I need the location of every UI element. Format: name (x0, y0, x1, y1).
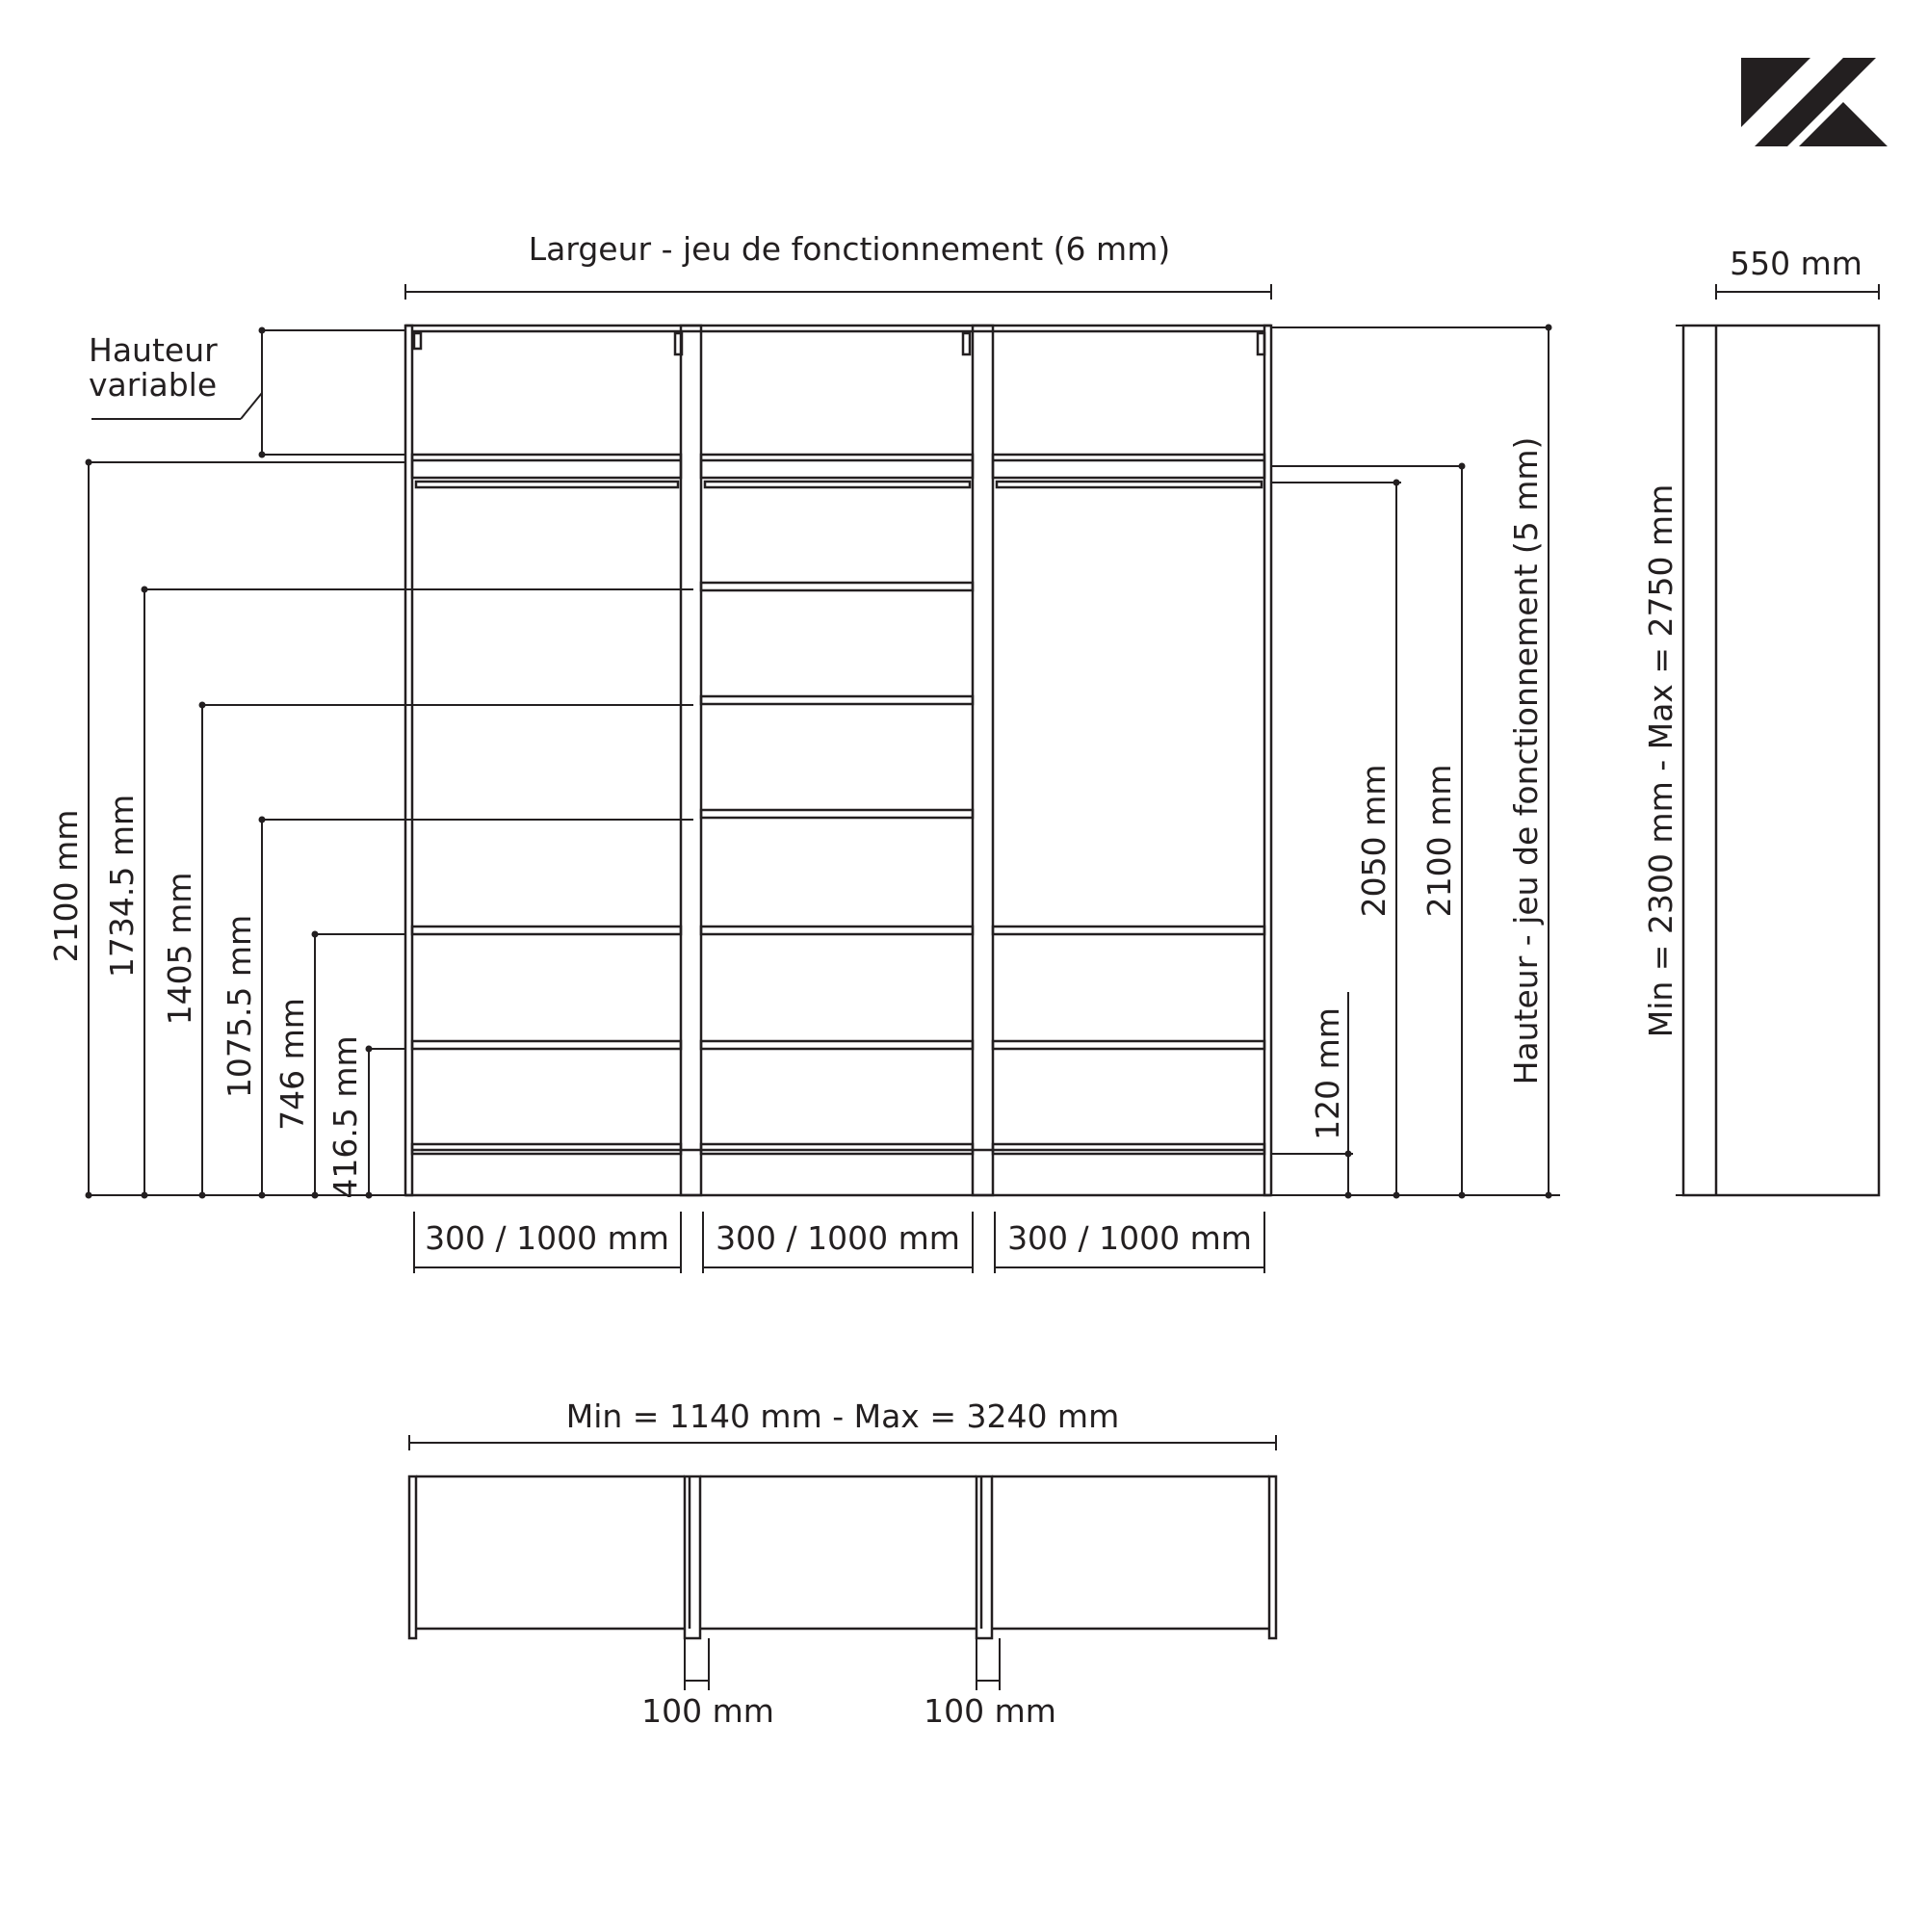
hauteur-variable-label-line2: variable (89, 366, 218, 404)
brand-logo-icon (1741, 58, 1888, 146)
top-bracket (414, 333, 1264, 354)
dim-746: 746 mm (273, 998, 311, 1131)
module-width-2: 300 / 1000 mm (716, 1219, 960, 1257)
side-view (1676, 284, 1879, 1195)
front-view (405, 326, 1271, 1195)
middle-column-shelves (701, 583, 973, 818)
height-label: Hauteur - jeu de fonctionnement (5 mm) (1507, 436, 1545, 1085)
module-width-1: 300 / 1000 mm (425, 1219, 669, 1257)
module-width-3: 300 / 1000 mm (1007, 1219, 1252, 1257)
middle-post-2 (973, 326, 993, 1195)
height-range-label: Min = 2300 mm - Max = 2750 mm (1642, 483, 1680, 1038)
dim-416-5: 416.5 mm (326, 1035, 364, 1199)
shelf-row (412, 927, 1264, 1049)
dim-2100-right: 2100 mm (1420, 764, 1458, 918)
dim-120: 120 mm (1309, 1007, 1346, 1140)
dim-1075-5: 1075.5 mm (221, 914, 258, 1099)
dim-2050: 2050 mm (1355, 764, 1393, 918)
width-label: Largeur - jeu de fonctionnement (6 mm) (528, 230, 1171, 268)
middle-post-1 (681, 326, 701, 1195)
dim-1734-5: 1734.5 mm (103, 794, 141, 979)
side-panel (1683, 326, 1879, 1195)
depth-label: 550 mm (1730, 245, 1862, 282)
gap-label-1: 100 mm (641, 1692, 774, 1730)
hauteur-variable-label-line1: Hauteur (89, 331, 218, 369)
dim-2100-left: 2100 mm (47, 809, 85, 963)
top-view (409, 1435, 1276, 1690)
top-shelf-row (412, 455, 1264, 487)
dim-1405: 1405 mm (161, 872, 198, 1026)
bottom-shelf-row (412, 1144, 1264, 1154)
gap-label-2: 100 mm (924, 1692, 1056, 1730)
width-range-label: Min = 1140 mm - Max = 3240 mm (565, 1397, 1120, 1435)
